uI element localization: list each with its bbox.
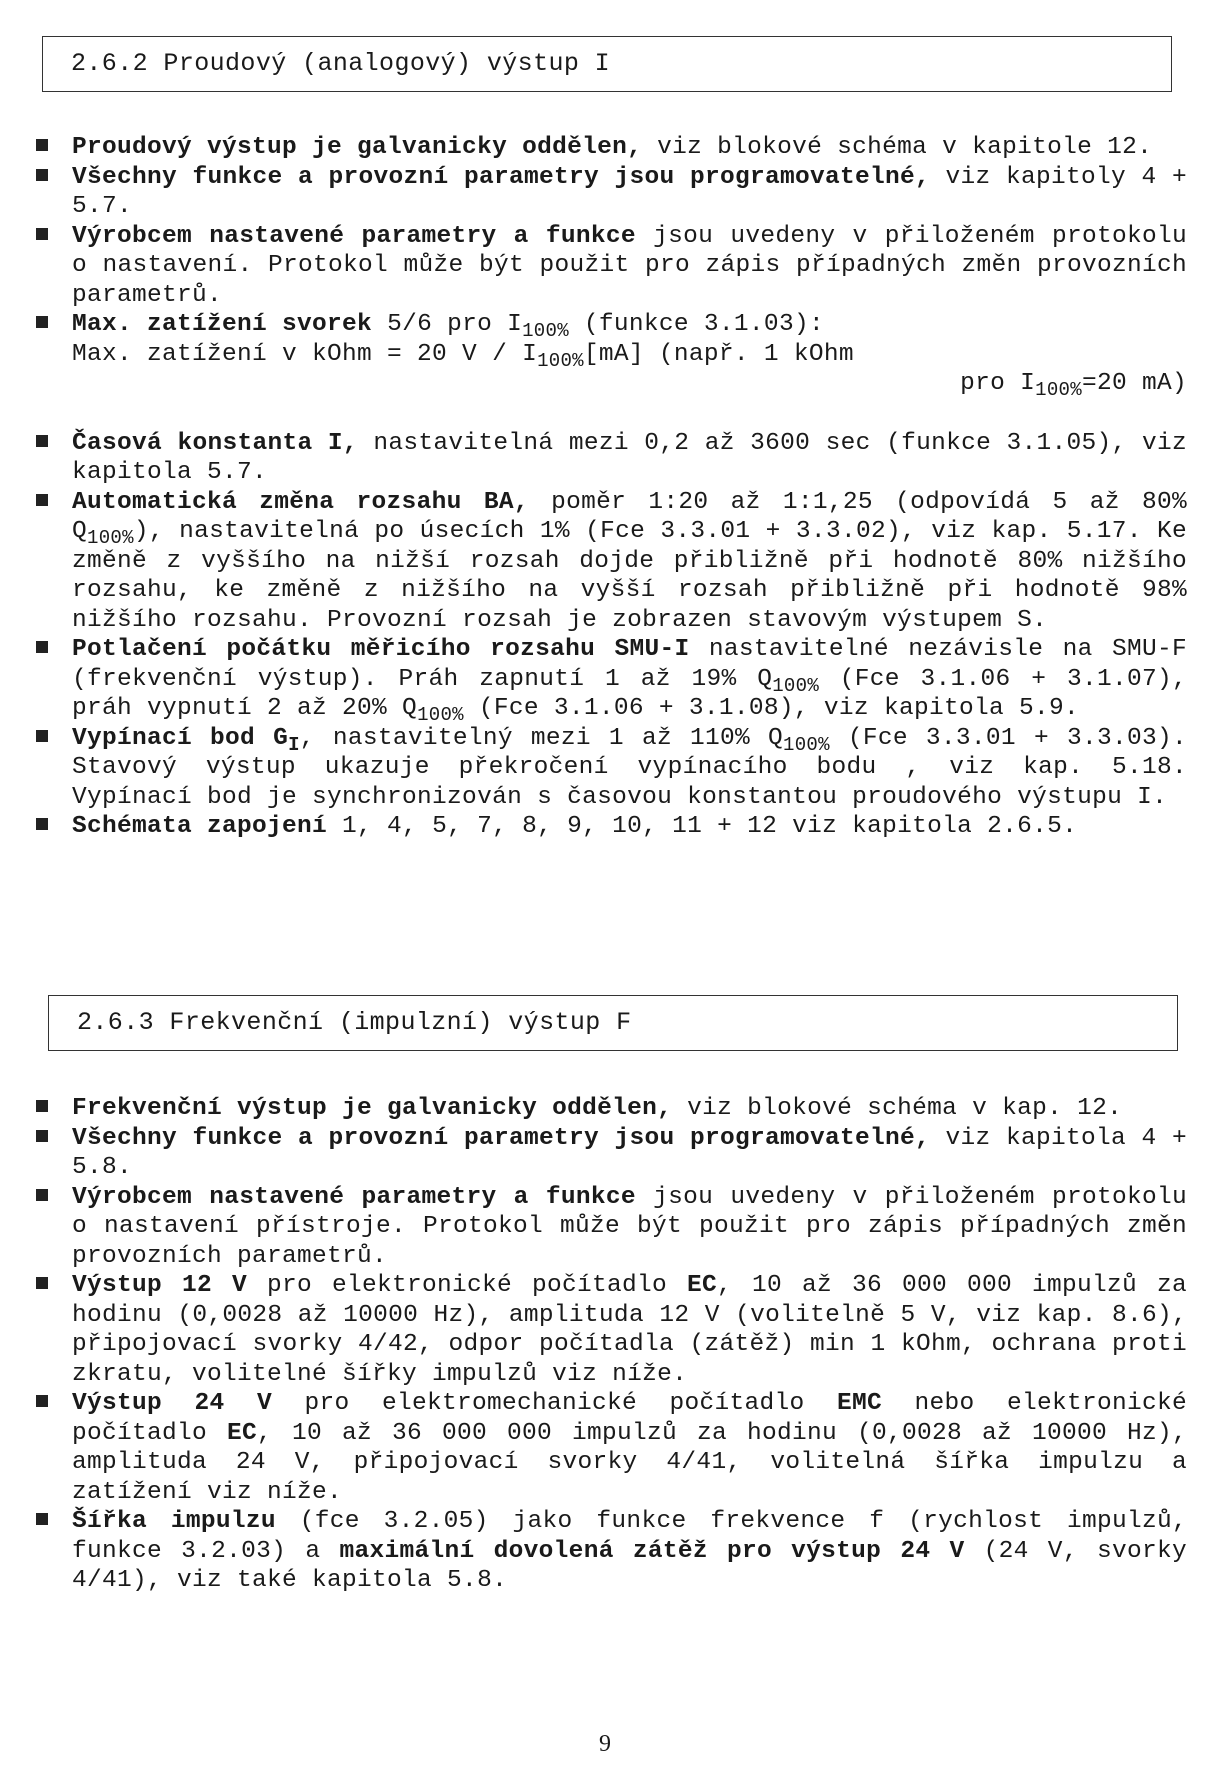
item-bold-text: EC [227, 1419, 258, 1447]
list-item [72, 222, 1187, 311]
item-bold-text: EMC [836, 1390, 882, 1417]
item-text: (Fce 3.1.06 + 3.1.07), práh vypnutí 2 až 20% Q [72, 665, 1188, 722]
item-text: (fce 3.2.05) jako funkce frekvence f (rychlost impulzů, funkce 3.2.03) a [72, 1508, 1187, 1565]
item-text: viz blokové schéma v kapitole 12. [642, 134, 1153, 161]
square-bullet-icon [36, 228, 48, 240]
item-lead: Výstup 12 V [72, 1272, 247, 1299]
item-text: jsou uvedeny v přiloženém protokolu o nastavení. Protokol může být použit pro zápis případných změn provozních parametrů. [72, 222, 1187, 309]
item-lead: Automatická změna rozsahu BA, [72, 488, 529, 516]
square-bullet-icon [36, 139, 48, 151]
item-lead: Výstup 24 V [72, 1390, 272, 1417]
list-item [72, 429, 1187, 488]
bullet-list-current-output [0, 133, 1187, 842]
square-bullet-icon [36, 1100, 48, 1112]
subscript: 100% [772, 674, 820, 697]
item-text: (Fce 3.3.01 + 3.3.03). Stavový výstup ukazuje překročení vypínacího bodu , viz kap. 5.18. Vypínací bod je synchronizován s časovou konstantou proudového výstupu I. [72, 724, 1187, 811]
subscript: 100% [522, 320, 569, 342]
item-text: viz kapitoly 4 + 5.7. [72, 163, 1187, 220]
item-bold-text: maximální dovolená zátěž pro výstup 24 V [339, 1537, 965, 1565]
square-bullet-icon [36, 641, 48, 653]
page-number: 9 [599, 1731, 611, 1757]
square-bullet-icon [36, 818, 48, 830]
item-text: nebo elektronické počítadlo [72, 1390, 1187, 1447]
item-lead: Časová konstanta I, [72, 429, 358, 457]
formula-text: pro I [960, 370, 1036, 397]
list-item [72, 310, 1187, 399]
list-item [72, 1271, 1187, 1389]
item-text: ), nastavitelná po úsecích 1% (Fce 3.3.01 + 3.3.02), viz kap. 5.17. Ke změně z vyššího na nižší rozsah dojde přibližně při hodnotě 80% nižšího rozsahu, ke změně z nižšího na vyšší rozsah přibližně při hodnotě 98% nižšího rozsahu. Provozní rozsah je zobrazen stavovým výstupem S. [72, 518, 1187, 634]
item-text: 5/6 pro I [372, 311, 523, 338]
square-bullet-icon [36, 494, 48, 506]
item-lead: Šířka impulzu [72, 1508, 276, 1535]
item-lead: Výrobcem nastavené parametry a funkce [72, 222, 636, 250]
list-item [72, 1507, 1187, 1596]
list-item [72, 163, 1187, 222]
square-bullet-icon [36, 1130, 48, 1142]
item-lead: Všechny funkce a provozní parametry jsou programovatelné, [72, 1124, 931, 1152]
item-text: viz kapitola 4 + 5.8. [72, 1124, 1187, 1181]
square-bullet-icon [36, 1513, 48, 1525]
section-title: 2.6.2 Proudový (analogový) výstup I [71, 49, 611, 79]
square-bullet-icon [36, 1395, 48, 1407]
item-text: nastavitelná mezi 0,2 až 3600 sec (funkce 3.1.05), viz kapitola 5.7. [72, 429, 1187, 486]
formula-text: [mA] (např. 1 kOhm [583, 340, 854, 368]
item-text: (Fce 3.1.06 + 3.1.08), viz kapitola 5.9. [463, 695, 1079, 722]
list-item [72, 133, 1187, 163]
item-text: poměr 1:20 až 1:1,25 (odpovídá 5 až 80% Q [72, 488, 1187, 545]
subscript: 100% [1035, 379, 1082, 401]
item-text: , nastavitelný mezi 1 až 110% Q [299, 724, 784, 752]
item-lead: Schémata zapojení [72, 813, 328, 840]
item-bold-text: EC [687, 1272, 718, 1299]
section-heading-2-6-2 [42, 36, 1172, 92]
list-item [72, 724, 1187, 813]
item-text: viz blokové schéma v kap. 12. [672, 1095, 1123, 1122]
item-lead: Frekvenční výstup je galvanicky oddělen, [72, 1095, 673, 1122]
subscript: I [288, 733, 300, 756]
item-text: , 10 až 36 000 000 impulzů za hodinu (0,0028 až 10000 Hz), amplituda 12 V (volitelně 5 V, viz kap. 8.6), připojovací svorky 4/42, odpor počítadla (zátěž) min 1 kOhm, ochrana proti zkratu, volitelné šířky impulzů viz níže. [72, 1272, 1187, 1388]
list-item [72, 1094, 1187, 1124]
item-lead: Výrobcem nastavené parametry a funkce [72, 1183, 636, 1211]
list-item [72, 1124, 1187, 1183]
item-text: nastavitelné nezávisle na SMU-F (frekvenční výstup). Práh zapnutí 1 až 19% Q [72, 636, 1187, 693]
list-item [72, 812, 1187, 842]
square-bullet-icon [36, 169, 48, 181]
item-text: (funkce 3.1.03): [568, 311, 824, 338]
bullet-list-frequency-output [0, 1094, 1187, 1596]
square-bullet-icon [36, 730, 48, 742]
item-text: pro elektronické počítadlo [247, 1272, 688, 1299]
formula-text: =20 mA) [1081, 370, 1187, 397]
list-item [72, 635, 1187, 724]
section-title: 2.6.3 Frekvenční (impulzní) výstup F [77, 1008, 632, 1038]
square-bullet-icon [36, 1189, 48, 1201]
item-text: (24 V, svorky 4/41), viz také kapitola 5.8. [72, 1537, 1187, 1594]
formula-text: Max. zatížení v kOhm = 20 V / I [72, 340, 538, 368]
subscript: 100% [417, 704, 464, 726]
subscript: 100% [783, 733, 830, 756]
item-lead: Potlačení počátku měřicího rozsahu SMU-I [72, 636, 690, 663]
section-heading-2-6-3 [48, 995, 1178, 1051]
item-lead: Všechny funkce a provozní parametry jsou programovatelné, [72, 163, 931, 191]
square-bullet-icon [36, 316, 48, 328]
item-text: , 10 až 36 000 000 impulzů za hodinu (0,0028 až 10000 Hz), amplituda 24 V, připojovací svorky 4/41, volitelná šířka impulzu a zatížení viz níže. [72, 1419, 1187, 1506]
item-lead: Proudový výstup je galvanicky oddělen, [72, 134, 643, 161]
square-bullet-icon [36, 1277, 48, 1289]
item-text: 1, 4, 5, 7, 8, 9, 10, 11 + 12 viz kapitola 2.6.5. [327, 813, 1078, 840]
subscript: 100% [87, 527, 134, 549]
item-lead: Vypínací bod G [72, 724, 289, 752]
item-text: pro elektromechanické počítadlo [271, 1390, 837, 1417]
list-item [72, 1183, 1187, 1272]
item-lead: Max. zatížení svorek [72, 311, 373, 338]
item-text: jsou uvedeny v přiloženém protokolu o nastavení přístroje. Protokol může být použit pro zápis případných změn provozních parametrů. [72, 1183, 1187, 1270]
square-bullet-icon [36, 435, 48, 447]
list-item [72, 488, 1187, 636]
formula-continuation [72, 369, 1187, 399]
list-item [72, 1389, 1187, 1507]
subscript: 100% [537, 349, 584, 372]
